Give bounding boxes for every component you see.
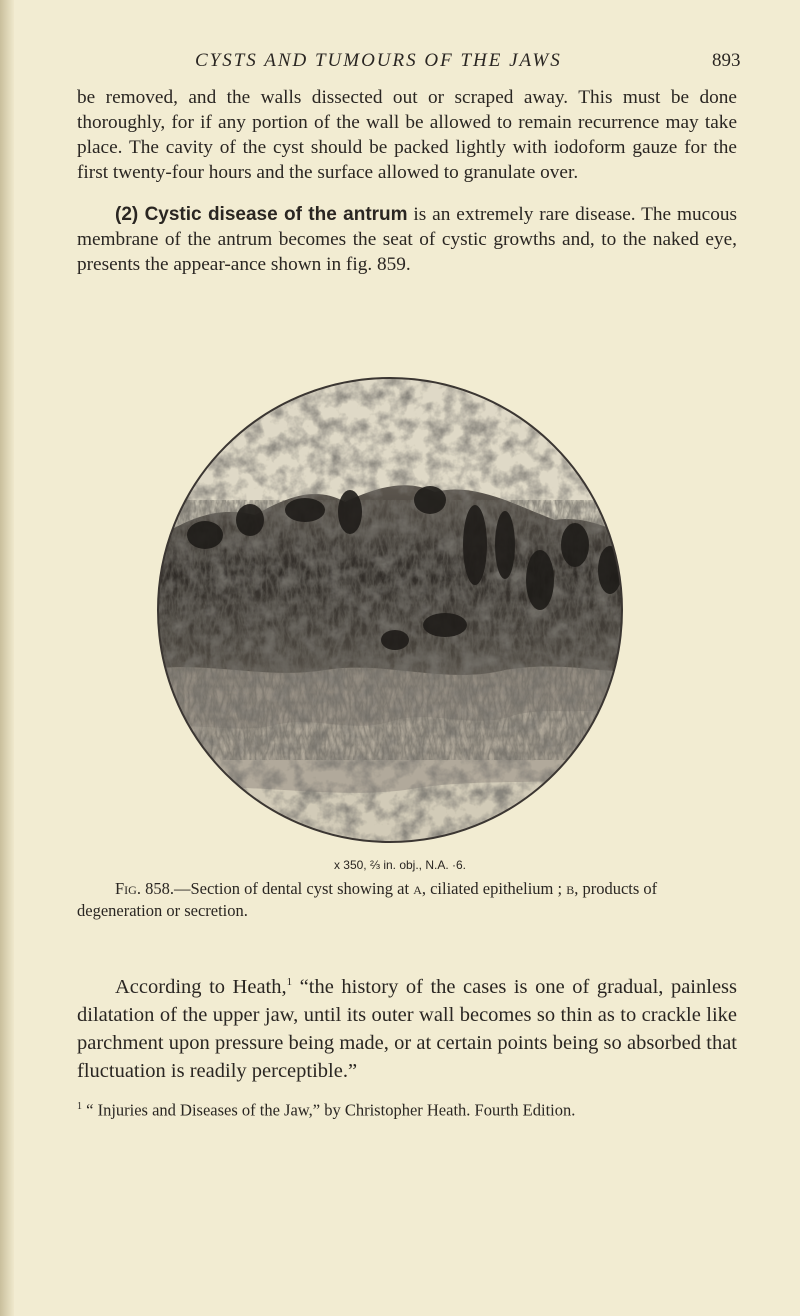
figure-marker-b: b	[566, 879, 575, 898]
paragraph-3	[77, 968, 737, 1085]
figure-caption-label: Fig. 858.	[115, 879, 174, 898]
running-title: CYSTS AND TUMOURS OF THE JAWS	[195, 50, 562, 71]
figure-marker-a: a	[413, 879, 422, 898]
figure-caption-text: —Section of dental cyst showing at	[173, 879, 414, 898]
paragraph-3-start: According to Heath,	[115, 975, 287, 998]
footnote-reference: 1	[286, 976, 293, 988]
figure-caption	[77, 878, 737, 922]
page-number: 893	[712, 50, 741, 71]
footnote-number: 1	[77, 1101, 82, 1112]
footnote-text: “ Injuries and Diseases of the Jaw,” by Christopher Heath. Fourth Edition.	[82, 1100, 576, 1120]
figure-caption-mid: , ciliated epithelium ;	[421, 879, 567, 898]
paragraph-1: be removed, and the walls dissected out or scraped away. This must be done thoroughly, for if any portion of the wall be allowed to remain recurrence may take place. The cavity of the cyst should be packed lightly with iodoform gauze for the first twenty-four hours and the surface allowed to granulate over.	[77, 87, 737, 183]
figure-caption-end: , products of degeneration or secretion.	[77, 879, 658, 920]
paragraph-2-text: is an extremely rare disease. The mucous membrane of the antrum becomes the seat of cystic growths and, to the naked eye, presents the appear-ance shown in fig. 859.	[77, 204, 737, 275]
footnote	[77, 1097, 757, 1121]
micrograph-image	[145, 370, 635, 850]
section-heading-cystic-disease: (2) Cystic disease of the antrum	[115, 204, 408, 225]
micrograph-figure	[145, 370, 635, 850]
paragraph-2	[77, 202, 737, 277]
figure-scale-note: x 350, ⅔ in. obj., N.A. ·6.	[333, 858, 467, 872]
paragraph-3-quote: “the history of the cases is one of gradual, painless dilatation of the upper jaw, until its outer wall becomes so thin as to crackle like parchment upon pressure being made, or at certain points being so absorbed that fluctuation is readily perceptible.”	[77, 975, 738, 1082]
page-edge-shadow	[0, 0, 14, 1316]
